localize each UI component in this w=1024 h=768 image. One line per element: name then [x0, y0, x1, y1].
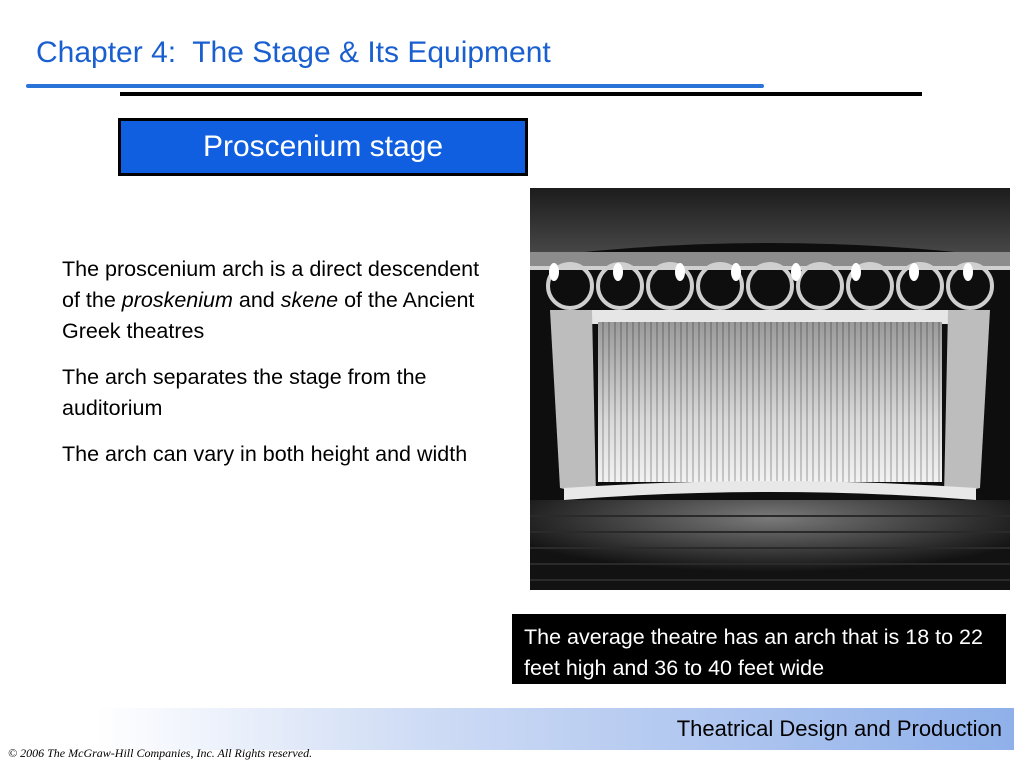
bullet-text: of the Ancient Greek theatres — [62, 288, 475, 343]
bullet-list — [62, 254, 492, 485]
bullet-item-3: The arch can vary in both height and width — [62, 442, 468, 466]
bullet-item-2: The arch separates the stage from the auditorium — [62, 365, 427, 420]
copyright-notice: © 2006 The McGraw-Hill Companies, Inc. All Rights reserved. — [8, 746, 313, 760]
subtitle-box: Proscenium stage — [118, 118, 528, 176]
slide-title: Chapter 4: The Stage & Its Equipment — [36, 36, 551, 69]
title-underline-blue — [26, 84, 764, 88]
bullet-term-skene: skene — [280, 288, 339, 312]
bullet-text: and — [232, 288, 281, 312]
bullet-term-proskenium: proskenium — [121, 288, 233, 312]
title-underline-black — [120, 92, 922, 96]
bullet-item-1 — [62, 254, 492, 347]
bullet-text: The proscenium arch is a direct descendent of the — [62, 257, 480, 312]
theatre-photo — [530, 188, 1010, 590]
footer-course-title: Theatrical Design and Production — [676, 716, 1002, 741]
caption-box: The average theatre has an arch that is 18 to 22 feet high and 36 to 40 feet wide — [512, 614, 1006, 684]
